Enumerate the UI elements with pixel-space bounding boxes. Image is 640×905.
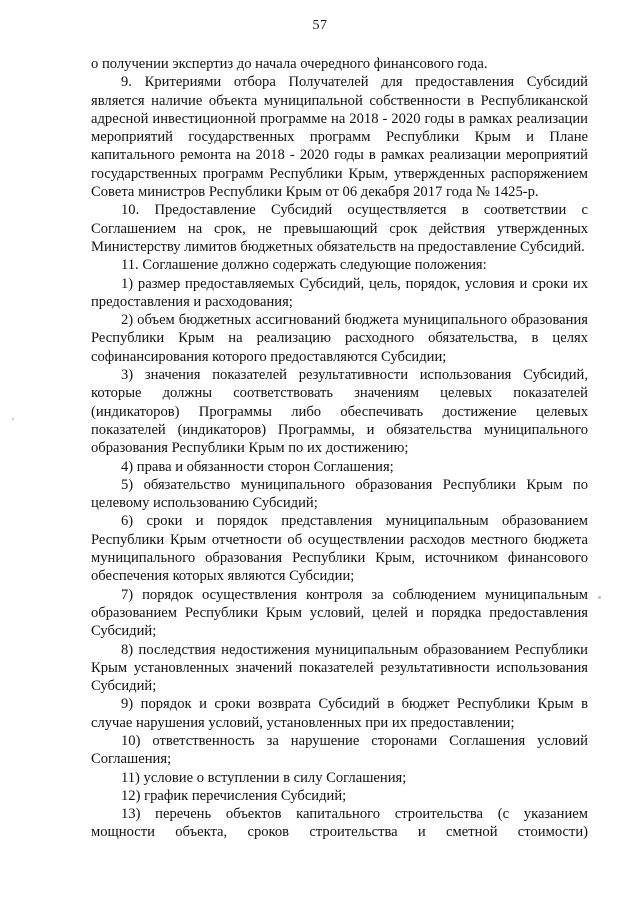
list-item-13: 13) перечень объектов капитального строительства (с указанием мощности объекта, сроков строительства и сметной стоимости) [91, 806, 588, 841]
list-item-4: 4) права и обязанности сторон Соглашения; [121, 458, 394, 475]
paragraph-9-selection-criteria: 9. Критериями отбора Получателей для предоставления Субсидий является наличие объекта муниципальной собственности в Республиканской адресной инвестиционной программе на 2018 - 2020 годы в рамках реализации мероприятий государственных программ Республики Крым и Плане капитального ремонта на 2018 - 2020 годы в рамках реализации мероприятий государственных программ Республики Крым, утвержденных распоряжением Совета министров Республики Крым от 06 декабря 2017 года № 1425-р. [91, 74, 588, 201]
scan-speck [12, 418, 14, 420]
list-item-10: 10) ответственность за нарушение сторонами Соглашения условий Соглашения; [91, 732, 588, 768]
list-item-11: 11) условие о вступлении в силу Соглашения; [121, 769, 407, 786]
list-item-6: 6) сроки и порядок представления муниципальным образованием Республики Крым отчетности об осуществлении расходов местного бюджета муниципального образования Республики Крым, источником финансового обеспечения которых являются Субсидии; [91, 513, 588, 585]
list-item-5: 5) обязательство муниципального образования Республики Крым по целевому использованию Субсидий; [91, 476, 588, 512]
paragraph-continuation: о получении экспертиз до начала очередного финансового года. [91, 56, 488, 72]
list-item-2: 2) объем бюджетных ассигнований бюджета муниципального образования Республики Крым на реализацию расходного обязательства, в целях софинансирования которого предоставляются Субсидии; [91, 312, 588, 365]
paragraph-10-subsidy-provision: 10. Предоставление Субсидий осуществляется в соответствии с Соглашением на срок, не превышающий срок действия утвержденных Министерству лимитов бюджетных обязательств на предоставление Субсидий. [91, 202, 588, 255]
page-number: 57 [312, 18, 328, 33]
list-item-8: 8) последствия недостижения муниципальным образованием Республики Крым установленных значений показателей результативности использования Субсидий; [91, 641, 588, 695]
list-item-12: 12) график перечисления Субсидий; [121, 787, 347, 804]
document-body [91, 55, 588, 842]
paragraph-11-agreement-provisions: 11. Соглашение должно содержать следующие положения: [121, 257, 487, 274]
list-item-3: 3) значения показателей результативности использования Субсидий, которые должны соответствовать значениям целевых показателей (индикаторов) Программы либо обеспечивать достижение целевых показателей (индикаторов) Программы, и обязательства муниципального образования Республики Крым по их достижению; [91, 367, 588, 457]
list-item-7: 7) порядок осуществления контроля за соблюдением муниципальным образованием Республики Крым условий, целей и порядка предоставления Субсидий; [91, 586, 588, 640]
scan-speck [598, 596, 601, 599]
list-item-1: 1) размер предоставляемых Субсидий, цель, порядок, условия и сроки их предоставления и расходования; [91, 275, 588, 310]
list-item-9: 9) порядок и сроки возврата Субсидий в бюджет Республики Крым в случае нарушения условий, установленных при их предоставлении; [91, 696, 588, 731]
